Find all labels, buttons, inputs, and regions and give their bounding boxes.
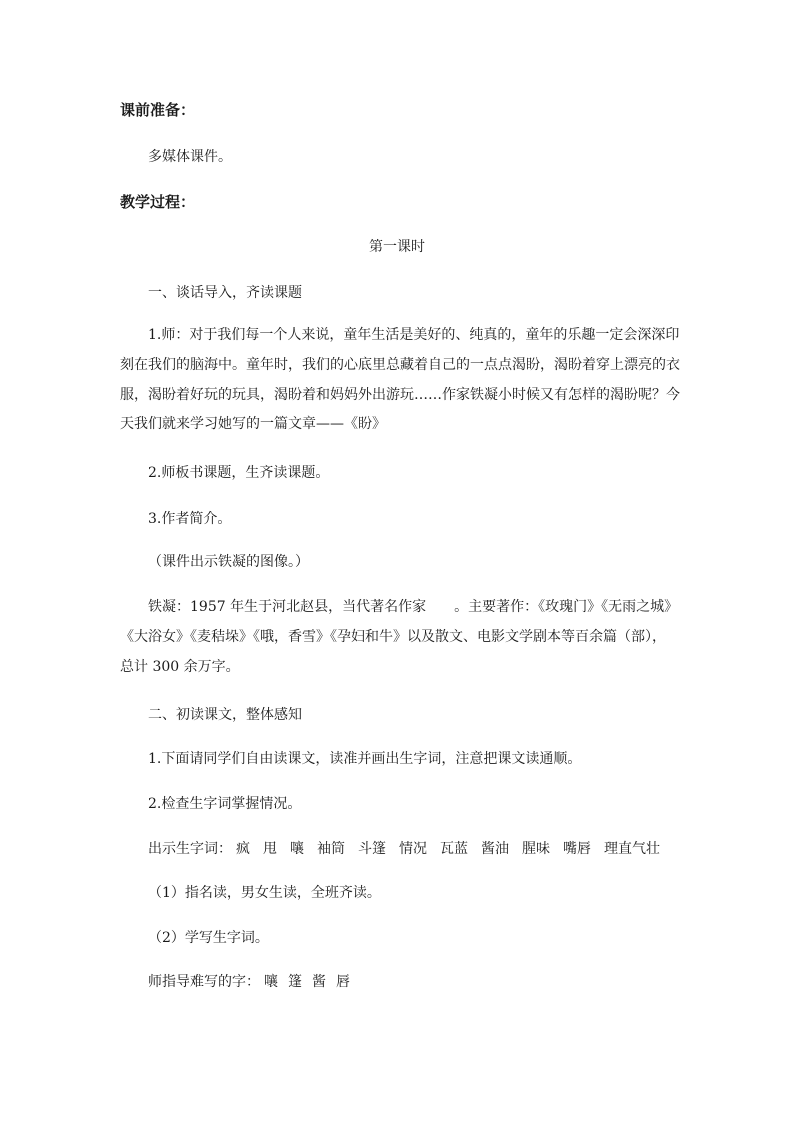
hard-char: 嚷 xyxy=(264,974,278,990)
part1-paragraph4: （课件出示铁凝的图像。） xyxy=(148,554,309,570)
author-bio-line: 总计 300 余万字。 xyxy=(120,659,240,675)
vocab-word: 甩 xyxy=(263,841,277,857)
part2-step2: （2）学写生字词。 xyxy=(148,930,269,946)
vocab-word: 嘴唇 xyxy=(563,841,591,857)
prep-text: 多媒体课件。 xyxy=(148,149,232,165)
vocab-word: 袖筒 xyxy=(317,841,345,857)
part1-paragraph1-line: 刻在我们的脑海中。童年时，我们的心底里总藏着自己的一点点渴盼，渴盼着穿上漂亮的衣 xyxy=(120,357,680,373)
hard-char: 唇 xyxy=(336,974,350,990)
vocab-word: 斗篷 xyxy=(358,841,386,857)
author-bio-line: 铁凝：1957 年生于河北赵县，当代著名作家 。主要著作：《玫瑰门》《无雨之城》 xyxy=(148,599,679,615)
author-bio-line: 《大浴女》《麦秸垛》《哦，香雪》《孕妇和牛》以及散文、电影文学剧本等百余篇（部）， xyxy=(120,629,666,645)
vocab-word: 情况 xyxy=(399,841,427,857)
vocab-word: 理直气壮 xyxy=(604,841,660,857)
prep-heading: 课前准备： xyxy=(120,101,196,119)
part2-paragraph2: 2.检查生字词掌握情况。 xyxy=(148,796,302,812)
vocab-word: 嚷 xyxy=(290,841,304,857)
vocab-word: 瓦蓝 xyxy=(440,841,468,857)
part2-step1: （1）指名读，男女生读，全班齐读。 xyxy=(148,885,381,901)
vocab-word: 腥味 xyxy=(522,841,550,857)
vocab-list xyxy=(148,840,673,858)
hard-characters xyxy=(148,973,360,991)
process-heading: 教学过程： xyxy=(120,193,196,211)
hard-char: 酱 xyxy=(312,974,326,990)
part1-paragraph2: 2.师板书课题，生齐读课题。 xyxy=(148,465,330,481)
part1-heading: 一、谈话导入，齐读课题 xyxy=(148,285,302,301)
part1-paragraph1-line: 服，渴盼着好玩的玩具，渴盼着和妈妈外出游玩……作家铁凝小时候又有怎样的渴盼呢？今 xyxy=(120,387,680,403)
vocab-word: 疯 xyxy=(236,841,250,857)
vocab-label: 出示生字词： xyxy=(148,841,232,857)
hard-label: 师指导难写的字： xyxy=(148,974,260,990)
part1-paragraph3: 3.作者简介。 xyxy=(148,511,232,527)
vocab-word: 酱油 xyxy=(481,841,509,857)
part1-paragraph1-line: 1.师：对于我们每一个人来说，童年生活是美好的、纯真的，童年的乐趣一定会深深印 xyxy=(148,327,680,343)
part2-heading: 二、初读课文，整体感知 xyxy=(148,707,302,723)
lesson-title: 第一课时 xyxy=(369,239,425,255)
part2-paragraph1: 1.下面请同学们自由读课文，读准并画出生字词，注意把课文读通顺。 xyxy=(148,751,582,767)
hard-char: 篷 xyxy=(288,974,302,990)
part1-paragraph1-line: 天我们就来学习她写的一篇文章——《盼》 xyxy=(120,416,386,432)
